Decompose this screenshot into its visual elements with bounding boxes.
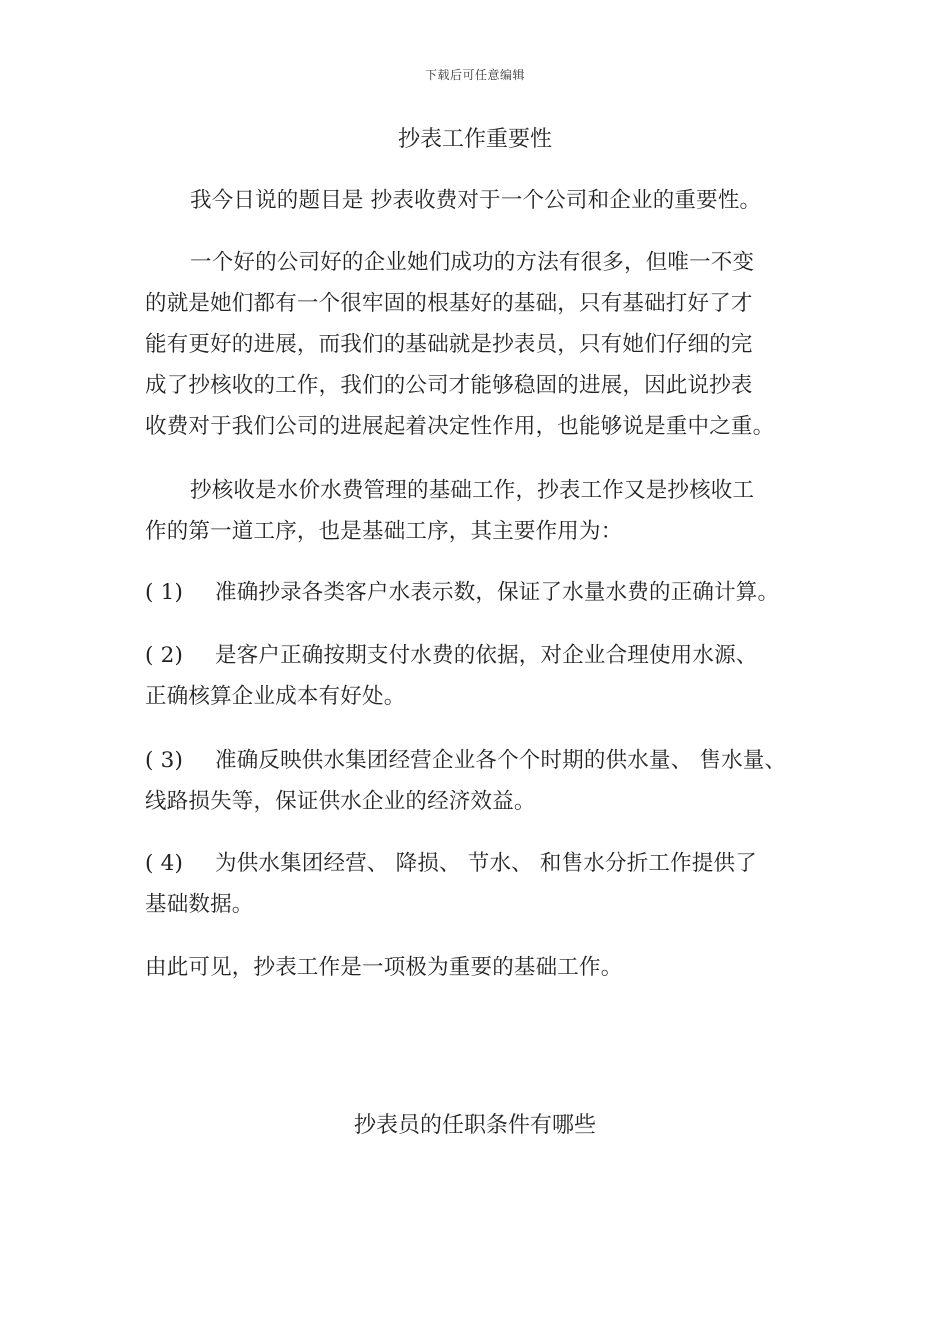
intro-text: 我今日说的题目是 抄表收费对于一个公司和企业的重要性。 xyxy=(190,188,762,213)
list-item-number: ( 1) xyxy=(145,580,184,605)
paragraph-1-line: 收费对于我们公司的进展起着决定性作用，也能够说是重中之重。 xyxy=(145,414,775,439)
list-item xyxy=(145,740,810,822)
list-item-text: 基础数据。 xyxy=(145,892,254,917)
section-title: 抄表员的任职条件有哪些 xyxy=(353,1113,596,1138)
paragraph-1-line: 成了抄核收的工作，我们的公司才能够稳固的进展，因此说抄表 xyxy=(145,373,753,398)
paragraph-2-line: 作的第一道工序，也是基础工序，其主要作用为： xyxy=(145,519,623,544)
paragraph-2-line: 抄核收是水价水费管理的基础工作，抄表工作又是抄核收工 xyxy=(190,478,755,503)
list-item-number: ( 3) xyxy=(145,748,184,773)
list-item xyxy=(145,572,810,613)
list-item-text: 准确反映供水集团经营企业各个个时期的供水量、 售水量、 xyxy=(215,748,787,773)
list-item-text: 是客户正确按期支付水费的依据，对企业合理使用水源、 xyxy=(215,643,758,668)
list-item xyxy=(145,843,810,925)
list-item-text: 准确抄录各类客户水表示数，保证了水量水费的正确计算。 xyxy=(215,580,780,605)
paragraph-1-line: 能有更好的进展，而我们的基础就是抄表员，只有她们仔细的完 xyxy=(145,332,753,357)
document-title: 抄表工作重要性 xyxy=(397,127,552,152)
paragraph-1-line: 的就是她们都有一个很牢固的根基好的基础，只有基础打好了才 xyxy=(145,291,753,316)
list-item-text: 为供水集团经营、 降损、 节水、 和售水分折工作提供了 xyxy=(215,851,757,876)
paragraph-1-line: 一个好的公司好的企业她们成功的方法有很多，但唯一不变 xyxy=(190,250,755,275)
header-note: 下载后可任意编辑 xyxy=(424,68,525,82)
list-item xyxy=(145,635,810,717)
paragraph-1 xyxy=(145,242,810,447)
list-item-number: ( 4) xyxy=(145,851,184,876)
intro-paragraph xyxy=(145,180,810,221)
list-item-number: ( 2) xyxy=(145,643,184,668)
paragraph-2 xyxy=(145,470,810,552)
list-item-text: 正确核算企业成本有好处。 xyxy=(145,684,406,709)
conclusion-text: 由此可见，抄表工作是一项极为重要的基础工作。 xyxy=(145,955,623,980)
list-item-text: 线路损失等，保证供水企业的经济效益。 xyxy=(145,789,536,814)
conclusion-paragraph xyxy=(145,947,810,988)
